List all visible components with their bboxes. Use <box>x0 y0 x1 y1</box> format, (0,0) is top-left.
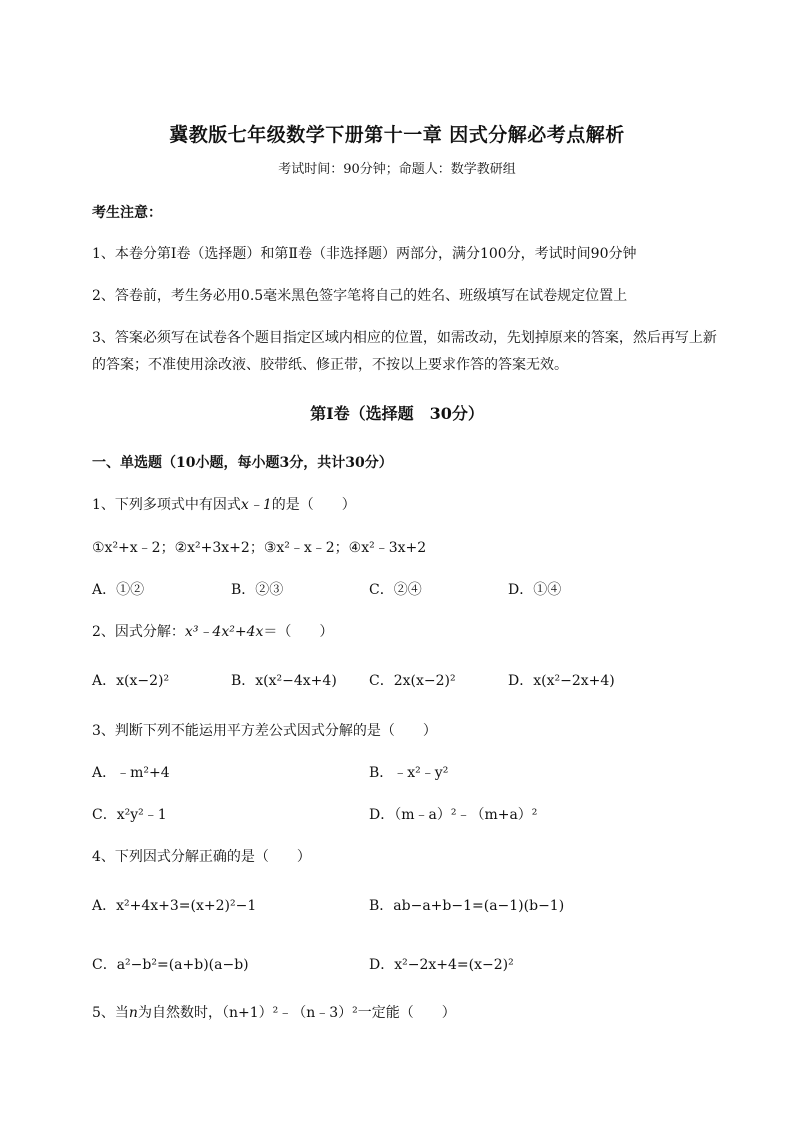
question-1-stem <box>92 494 356 514</box>
question-5-stem <box>92 1002 456 1022</box>
question-2-option-b[interactable]: B．x(x²−4x+4) <box>231 673 337 689</box>
question-1-math: x﹣1 <box>240 497 272 513</box>
question-1-stem-text: 1、下列多项式中有因式 <box>92 497 241 513</box>
question-3-option-a[interactable]: A．﹣m²+4 <box>92 765 170 781</box>
question-2-stem <box>92 621 333 641</box>
exam-info: 考试时间：90分钟；命题人：数学教研组 <box>278 162 516 177</box>
question-2-stem-text: 2、因式分解： <box>92 624 185 640</box>
question-3-option-c[interactable]: C．x²y²﹣1 <box>92 807 167 823</box>
page-title: 冀教版七年级数学下册第十一章 因式分解必考点解析 <box>169 124 625 146</box>
question-2-math: x³﹣4x²+4x <box>184 624 264 640</box>
question-3-option-b[interactable]: B．﹣x²﹣y² <box>369 765 449 781</box>
question-4-stem: 4、下列因式分解正确的是（ ） <box>92 849 311 865</box>
question-5-stem-text: 为自然数时，（n+1）²﹣（n﹣3）²一定能（ ） <box>137 1005 456 1021</box>
question-2-option-c[interactable]: C．2x(x−2)² <box>369 673 456 689</box>
notice-heading: 考生注意： <box>92 205 162 221</box>
question-4-option-b[interactable]: B．ab−a+b−1=(a−1)(b−1) <box>369 898 565 914</box>
section-title: 第I卷（选择题 30分） <box>310 404 484 423</box>
notice-item: 1、本卷分第I卷（选择题）和第Ⅱ卷（非选择题）两部分，满分100分，考试时间90分钟 <box>92 246 637 262</box>
question-1-stem-text: 的是（ ） <box>271 497 356 513</box>
question-1-items: ①x²+x﹣2；②x²+3x+2；③x²﹣x﹣2；④x²﹣3x+2 <box>92 540 427 556</box>
question-2-option-d[interactable]: D．x(x²−2x+4) <box>508 673 615 689</box>
question-4-option-c[interactable]: C．a²−b²=(a+b)(a−b) <box>92 957 249 973</box>
question-5-math: n <box>128 1005 138 1021</box>
question-3-option-d[interactable]: D．（m﹣a）²﹣（m+a）² <box>369 807 538 823</box>
question-3-stem: 3、判断下列不能运用平方差公式因式分解的是（ ） <box>92 723 437 739</box>
question-1-option-d[interactable]: D．①④ <box>508 582 562 598</box>
question-1-option-c[interactable]: C．②④ <box>369 582 422 598</box>
question-4-option-a[interactable]: A．x²+4x+3=(x+2)²−1 <box>92 898 257 914</box>
question-1-option-a[interactable]: A．①② <box>92 582 145 598</box>
notice-item: 2、答卷前，考生务必用0.5毫米黑色签字笔将自己的姓名、班级填写在试卷规定位置上 <box>92 288 628 304</box>
question-5-stem-text: 5、当 <box>92 1005 129 1021</box>
notice-item: 的答案；不准使用涂改液、胶带纸、修正带，不按以上要求作答的答案无效。 <box>92 357 568 373</box>
question-2-option-a[interactable]: A．x(x−2)² <box>92 673 170 689</box>
question-4-option-d[interactable]: D．x²−2x+4=(x−2)² <box>369 957 514 973</box>
question-1-option-b[interactable]: B．②③ <box>231 582 284 598</box>
part-heading: 一、单选题（10小题，每小题3分，共计30分） <box>92 455 393 471</box>
question-2-stem-text: ＝（ ） <box>263 624 334 640</box>
notice-item: 3、答案必须写在试卷各个题目指定区域内相应的位置，如需改动，先划掉原来的答案，然后再写上新 <box>92 330 717 346</box>
